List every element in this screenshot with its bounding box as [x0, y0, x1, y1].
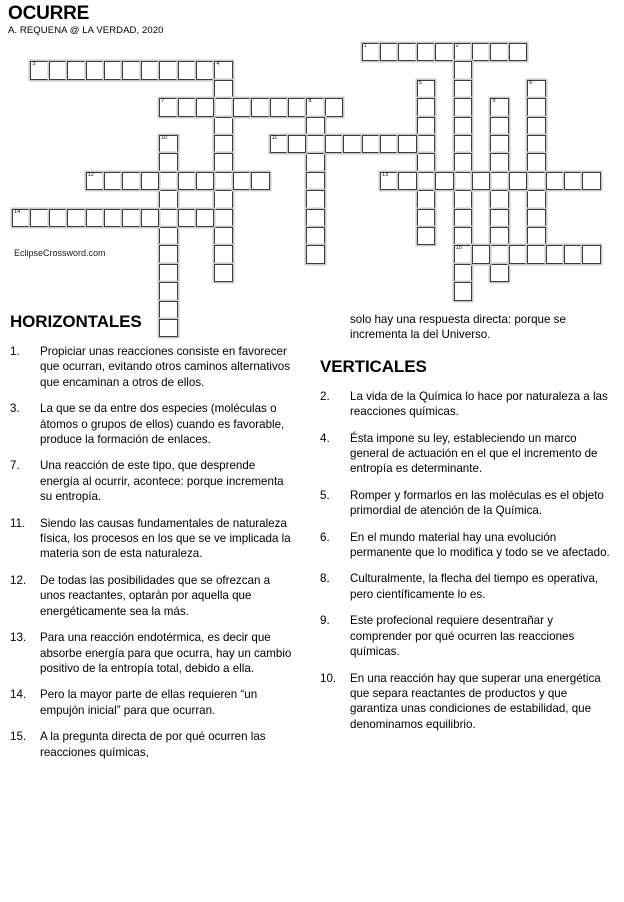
crossword-cell[interactable]	[104, 209, 122, 227]
page-byline: A. REQUENA @ LA VERDAD, 2020	[8, 25, 164, 36]
crossword-cell[interactable]	[380, 172, 398, 190]
crossword-cell[interactable]	[122, 61, 140, 79]
crossword-cell[interactable]	[490, 172, 508, 190]
crossword-cell[interactable]	[196, 209, 214, 227]
cell-number: 12	[87, 171, 94, 178]
crossword-cell[interactable]	[159, 172, 177, 190]
across-clue-text: Propiciar unas reacciones consiste en favorecer que ocurran, evitando otros caminos alternativos que encaminan a otros de ellos.	[40, 345, 291, 389]
crossword-cell[interactable]	[454, 43, 472, 61]
crossword-cell[interactable]	[454, 80, 472, 98]
crossword-cell[interactable]	[398, 43, 416, 61]
across-clue[interactable]	[10, 630, 296, 676]
down-clue[interactable]	[320, 530, 612, 561]
page-header	[0, 0, 624, 37]
crossword-cell[interactable]	[306, 190, 324, 208]
crossword-cell[interactable]	[196, 98, 214, 116]
crossword-cell[interactable]	[104, 61, 122, 79]
crossword-cell[interactable]	[527, 190, 545, 208]
crossword-cell[interactable]	[417, 209, 435, 227]
crossword-cell[interactable]	[564, 245, 582, 263]
cell-number: 2	[455, 43, 459, 49]
crossword-cell[interactable]	[325, 98, 343, 116]
down-clue-number: 8.	[320, 572, 330, 586]
crossword-cell[interactable]	[509, 245, 527, 263]
down-clue-number: 6.	[320, 530, 330, 544]
across-clue[interactable]	[10, 401, 296, 447]
crossword-cell[interactable]	[527, 227, 545, 245]
crossword-cell[interactable]	[141, 209, 159, 227]
down-clue-text: La vida de la Química lo hace por naturaleza a las reacciones químicas.	[350, 389, 608, 419]
crossword-cell[interactable]	[214, 209, 232, 227]
crossword-cell[interactable]	[582, 172, 600, 190]
crossword-cell[interactable]	[582, 245, 600, 263]
crossword-cell[interactable]	[251, 98, 269, 116]
crossword-cell[interactable]	[49, 61, 67, 79]
crossword-cell[interactable]	[196, 172, 214, 190]
crossword-cell[interactable]	[454, 98, 472, 116]
crossword-cell[interactable]	[214, 117, 232, 135]
crossword-cell[interactable]	[472, 172, 490, 190]
crossword-cell[interactable]	[86, 209, 104, 227]
cell-number: 15	[455, 245, 462, 252]
crossword-cell[interactable]	[398, 172, 416, 190]
crossword-cell[interactable]	[30, 209, 48, 227]
crossword-cell[interactable]	[67, 209, 85, 227]
crossword-cell[interactable]	[306, 172, 324, 190]
down-clue-text: Culturalmente, la flecha del tiempo es operativa, pero científicamente lo es.	[350, 572, 599, 601]
crossword-cell[interactable]	[214, 227, 232, 245]
across-clue[interactable]	[10, 344, 296, 390]
down-clue-number: 10.	[320, 671, 337, 685]
crossword-cell[interactable]	[490, 190, 508, 208]
down-clue-text: En una reacción hay que superar una energética que separa reactantes de productos y que garantiza unas condiciones de estabilidad, que denominamos equilibrio.	[350, 671, 601, 731]
crossword-cell[interactable]	[490, 264, 508, 282]
crossword-cell[interactable]	[546, 172, 564, 190]
cell-number: 6	[529, 79, 533, 86]
cell-number: 10	[161, 135, 168, 141]
crossword-cell[interactable]	[104, 172, 122, 190]
crossword-cell[interactable]	[527, 117, 545, 135]
crossword-cell[interactable]	[214, 264, 232, 282]
crossword-cell[interactable]	[546, 245, 564, 263]
crossword-cell[interactable]	[454, 61, 472, 79]
down-clue[interactable]	[320, 431, 612, 477]
crossword-cell[interactable]	[398, 135, 416, 153]
crossword-cell[interactable]	[454, 172, 472, 190]
crossword-cell[interactable]	[417, 190, 435, 208]
crossword-cell[interactable]	[527, 80, 545, 98]
crossword-cell[interactable]	[417, 153, 435, 171]
crossword-cell[interactable]	[454, 135, 472, 153]
crossword-cell[interactable]	[490, 135, 508, 153]
down-clue-number: 9.	[320, 614, 330, 628]
crossword-cell[interactable]	[417, 135, 435, 153]
across-clue-number: 3.	[10, 402, 20, 416]
crossword-cell[interactable]	[306, 245, 324, 263]
down-clue-number: 4.	[320, 431, 330, 445]
across-clue-number: 14.	[10, 688, 27, 702]
crossword-cell[interactable]	[214, 245, 232, 263]
down-clue[interactable]	[320, 571, 612, 602]
crossword-cell[interactable]	[122, 209, 140, 227]
crossword-cell[interactable]	[214, 153, 232, 171]
crossword-cell[interactable]	[527, 209, 545, 227]
crossword-cell[interactable]	[454, 117, 472, 135]
crossword-cell[interactable]	[30, 61, 48, 79]
across-clue-list	[10, 344, 296, 760]
crossword-cell[interactable]	[306, 98, 324, 116]
crossword-cell[interactable]	[343, 135, 361, 153]
down-column	[312, 312, 624, 771]
crossword-cell[interactable]	[454, 209, 472, 227]
crossword-cell[interactable]	[288, 98, 306, 116]
crossword-cell[interactable]	[490, 209, 508, 227]
crossword-cell[interactable]	[454, 264, 472, 282]
crossword-cell[interactable]	[325, 135, 343, 153]
crossword-cell[interactable]	[454, 190, 472, 208]
crossword-cell[interactable]	[178, 209, 196, 227]
crossword-cell[interactable]	[86, 172, 104, 190]
across-clue[interactable]	[10, 458, 296, 504]
across-clue-text: Para una reacción endotérmica, es decir que absorbe energía para que ocurra, hay un cambio positivo de la entropía total, debido a ella.	[40, 631, 292, 675]
down-heading: VERTICALES	[320, 356, 427, 376]
crossword-cell[interactable]	[490, 117, 508, 135]
crossword-cell[interactable]	[122, 172, 140, 190]
crossword-cell[interactable]	[362, 135, 380, 153]
down-clue-text: Romper y formarlos en las moléculas es el objeto primordial de atención de la Química.	[350, 488, 604, 518]
crossword-cell[interactable]	[306, 153, 324, 171]
crossword-cell[interactable]	[435, 172, 453, 190]
crossword-cell[interactable]	[86, 61, 104, 79]
across-clue-number: 15.	[10, 730, 27, 744]
crossword-cell[interactable]	[159, 245, 177, 263]
page-title: OCURRE	[8, 3, 90, 24]
crossword-cell[interactable]	[306, 135, 324, 153]
crossword-cell[interactable]	[417, 98, 435, 116]
across-clue-text: Una reacción de este tipo, que desprende energía al ocurrir, acontece: porque incrementa su entropía.	[40, 459, 284, 504]
crossword-cell[interactable]	[67, 61, 85, 79]
crossword-cell[interactable]	[251, 172, 269, 190]
crossword-cell[interactable]	[288, 135, 306, 153]
across-clue[interactable]	[10, 516, 296, 562]
crossword-cell[interactable]	[214, 172, 232, 190]
across-clue-number: 11.	[10, 516, 26, 530]
crossword-cell[interactable]	[490, 245, 508, 263]
crossword-cell[interactable]	[509, 172, 527, 190]
across-clue[interactable]	[10, 729, 296, 760]
crossword-cell[interactable]	[417, 117, 435, 135]
crossword-cell[interactable]	[306, 209, 324, 227]
crossword-cell[interactable]	[490, 153, 508, 171]
crossword-cell[interactable]	[214, 98, 232, 116]
credit-label: EclipseCrossword.com	[14, 248, 106, 258]
crossword-cell[interactable]	[527, 135, 545, 153]
crossword-cell[interactable]	[362, 43, 380, 61]
crossword-cell[interactable]	[214, 135, 232, 153]
crossword-cell[interactable]	[270, 135, 288, 153]
crossword-cell[interactable]	[159, 190, 177, 208]
crossword-cell[interactable]	[270, 98, 288, 116]
crossword-cell[interactable]	[490, 98, 508, 116]
crossword-cell[interactable]	[159, 153, 177, 171]
cell-number: 14	[14, 208, 21, 215]
across-clue[interactable]	[10, 573, 296, 619]
crossword-cell[interactable]	[159, 135, 177, 153]
crossword-cell[interactable]	[527, 172, 545, 190]
crossword-cell[interactable]	[490, 227, 508, 245]
cell-number: 11	[271, 135, 278, 141]
down-clue-text: Ésta impone su ley, estableciendo un marco general de actuación en el que el incremento de entropía es determinante.	[350, 431, 598, 476]
crossword-cell[interactable]	[306, 117, 324, 135]
crossword-cell[interactable]	[380, 135, 398, 153]
cell-number: 3	[32, 61, 36, 68]
down-clue-number: 2.	[320, 389, 330, 403]
crossword-cell[interactable]	[159, 98, 177, 116]
down-clue-number: 5.	[320, 488, 330, 502]
crossword-cell[interactable]	[178, 61, 196, 79]
down-clue-list	[320, 389, 612, 732]
crossword-cell[interactable]	[417, 227, 435, 245]
crossword-cell[interactable]	[564, 172, 582, 190]
crossword-cell[interactable]	[454, 282, 472, 300]
cell-number: 1	[363, 43, 367, 49]
cell-number: 13	[382, 171, 389, 178]
cell-number: 4	[216, 61, 220, 68]
crossword-cell[interactable]	[214, 190, 232, 208]
crossword-cell[interactable]	[196, 61, 214, 79]
crossword-cell[interactable]	[12, 209, 30, 227]
crossword-cell[interactable]	[233, 172, 251, 190]
crossword-cell[interactable]	[159, 209, 177, 227]
crossword-cell[interactable]	[472, 245, 490, 263]
crossword-cell[interactable]	[527, 153, 545, 171]
crossword-cell[interactable]	[141, 61, 159, 79]
across-clue-number: 1.	[10, 345, 20, 358]
crossword-cell[interactable]	[417, 172, 435, 190]
crossword-cell[interactable]	[178, 172, 196, 190]
crossword-cell[interactable]	[454, 227, 472, 245]
crossword-cell[interactable]	[509, 43, 527, 61]
cell-number: 7	[161, 98, 165, 105]
crossword-cell[interactable]	[527, 98, 545, 116]
across-clue[interactable]	[10, 687, 296, 718]
crossword-cell[interactable]	[214, 61, 232, 79]
across-column	[0, 312, 312, 771]
across-heading: HORIZONTALES	[10, 312, 142, 331]
crossword-cell[interactable]	[454, 153, 472, 171]
across-clue-text: Siendo las causas fundamentales de naturaleza física, los procesos en los que se ve implicada la materia son de esta naturaleza.	[40, 516, 291, 561]
crossword-cell[interactable]	[214, 80, 232, 98]
cell-number: 8	[308, 98, 312, 105]
crossword-cell[interactable]	[49, 209, 67, 227]
crossword-cell[interactable]	[159, 61, 177, 79]
across-clue-number: 7.	[10, 459, 20, 473]
across-clue-text: De todas las posibilidades que se ofrezcan a unos reactantes, optarán por aquella que energéticamente sea la más.	[40, 573, 271, 618]
crossword-cell[interactable]	[417, 80, 435, 98]
crossword-cell[interactable]	[490, 43, 508, 61]
across-clue-text: La que se da entre dos especies (moléculas o átomos o grupos de ellos) cuando es favorable, produce la formación de enlaces.	[40, 402, 285, 447]
across-clue-number: 12.	[10, 573, 27, 587]
down-clue-text: Este profecional requiere desentrañar y comprender por qué ocurren las reacciones químicas.	[350, 614, 575, 659]
across-clue-text: Pero la mayor parte de ellas requieren “un empujón inicial” para que ocurran.	[40, 688, 258, 717]
crossword-cell[interactable]	[417, 43, 435, 61]
crossword-cell[interactable]	[435, 43, 453, 61]
crossword-cell[interactable]	[233, 98, 251, 116]
crossword-cell[interactable]	[454, 245, 472, 263]
crossword-cell[interactable]	[159, 264, 177, 282]
crossword-cell[interactable]	[306, 227, 324, 245]
crossword-cell[interactable]	[141, 172, 159, 190]
crossword-cell[interactable]	[380, 43, 398, 61]
clues-container	[0, 312, 624, 771]
across-continuation-text: solo hay una respuesta directa: porque se incrementa la del Universo.	[350, 313, 566, 342]
crossword-cell[interactable]	[472, 43, 490, 61]
down-clue[interactable]	[320, 389, 612, 420]
down-clue[interactable]	[320, 671, 612, 733]
crossword-cell[interactable]	[527, 245, 545, 263]
cell-number: 5	[418, 79, 422, 86]
down-clue-text: En el mundo material hay una evolución permanente que lo modifica y todo se ve afectado.	[350, 530, 610, 560]
down-clue[interactable]	[320, 488, 612, 519]
across-clue-number: 13.	[10, 631, 27, 645]
across-clue-text: A la pregunta directa de por qué ocurren las reacciones químicas,	[40, 730, 266, 759]
down-clue[interactable]	[320, 613, 612, 659]
crossword-cell[interactable]	[178, 98, 196, 116]
cell-number: 9	[492, 98, 496, 105]
crossword-cell[interactable]	[159, 227, 177, 245]
crossword-cell[interactable]	[159, 282, 177, 300]
